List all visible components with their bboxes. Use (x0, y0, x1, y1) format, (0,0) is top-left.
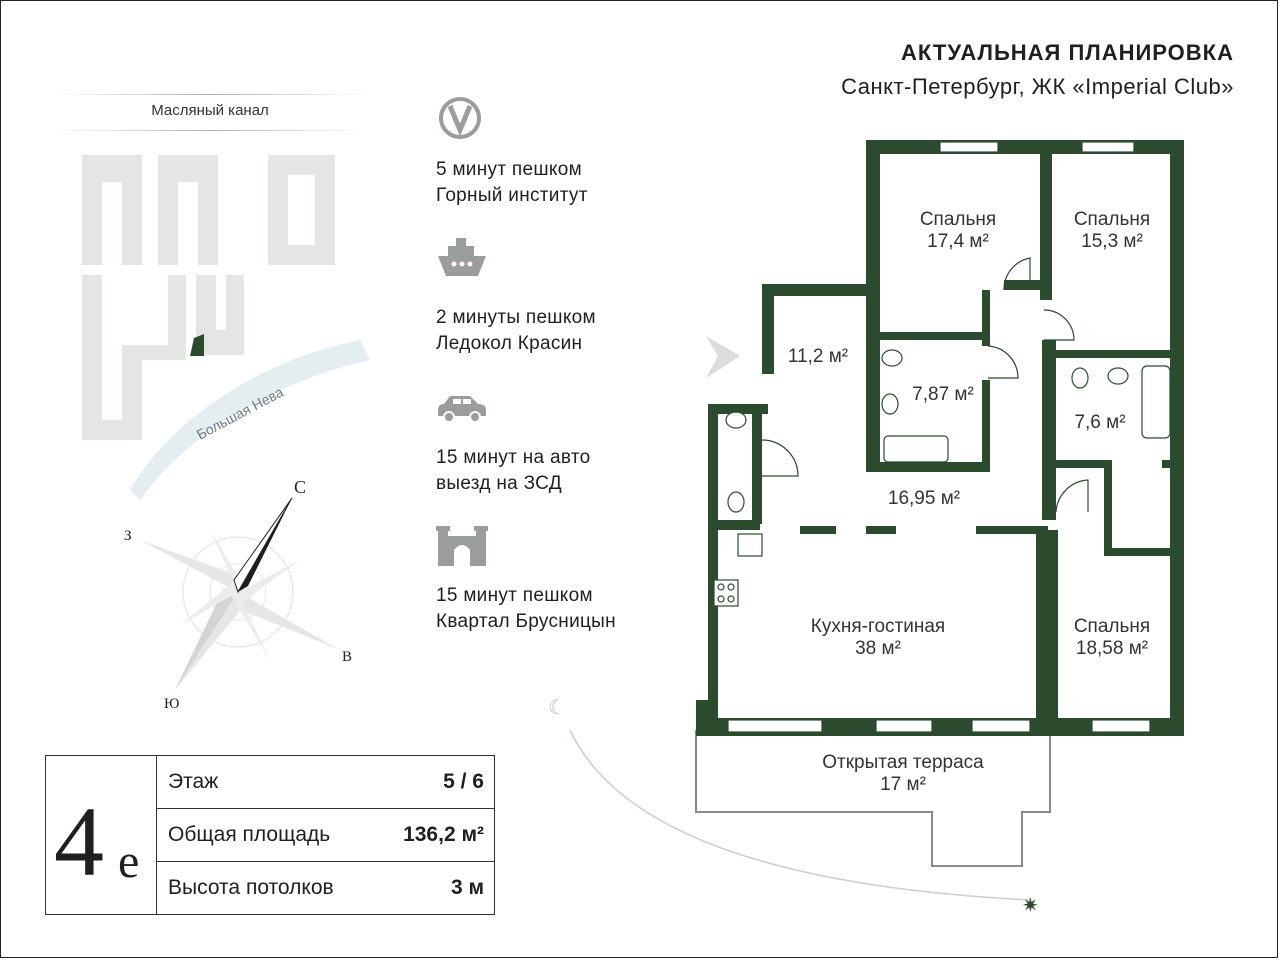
compass-south: Ю (164, 696, 180, 712)
info-value: 3 м (450, 876, 484, 899)
info-row-height (156, 862, 494, 915)
building-blocks (82, 155, 335, 440)
sun-icon: ✷ (1022, 895, 1039, 917)
poi-metro-place: Горный институт (436, 185, 588, 206)
poi-ship-place: Ледокол Красин (436, 333, 583, 354)
room-area: 17,4 м² (927, 231, 989, 252)
room-bedroom-2 (1050, 209, 1174, 253)
room-name: Спальня (1073, 209, 1151, 230)
room-name: Спальня (1073, 616, 1151, 637)
info-label: Общая площадь (168, 823, 331, 846)
room-area: 7,87 м² (912, 384, 974, 405)
poi-gate-time: 15 минут пешком (436, 585, 593, 606)
room-bathroom-1 (896, 384, 990, 406)
room-bedroom-3 (1052, 616, 1172, 660)
room-kitchen-living (780, 616, 976, 660)
canal-line-top (50, 94, 370, 95)
info-label: Высота потолков (168, 876, 334, 899)
room-bedroom-1 (888, 209, 1028, 253)
apartment-info-table (45, 755, 495, 915)
room-area: 16,95 м² (887, 488, 961, 509)
info-row-floor (156, 756, 494, 809)
car-icon (436, 384, 488, 428)
info-label: Этаж (168, 770, 219, 793)
room-area: 11,2 м² (787, 346, 849, 367)
room-area: 17 м² (880, 774, 926, 795)
poi-gate-place: Квартал Брусницын (436, 611, 616, 632)
compass-west: З (124, 528, 132, 544)
page-title: АКТУАЛЬНАЯ ПЛАНИРОВКА (901, 40, 1234, 65)
river-label: Большая Нева (193, 383, 286, 443)
room-name: Спальня (919, 209, 997, 230)
info-value: 136,2 м² (403, 823, 484, 846)
metro-icon (436, 96, 488, 140)
entrance-arrow (706, 336, 740, 378)
room-hall (776, 346, 860, 368)
poi-metro-time: 5 минут пешком (436, 159, 582, 180)
apartment-number: 4 (54, 786, 104, 897)
apartment-number-suffix: е (118, 835, 140, 888)
room-area: 15,3 м² (1081, 231, 1143, 252)
poi-car-place: выезд на ЗСД (436, 473, 562, 494)
canal-label: Масляный канал (151, 102, 269, 119)
gate-icon (436, 522, 488, 566)
room-area: 38 м² (855, 638, 901, 659)
compass-east: В (342, 649, 353, 665)
room-name: Кухня-гостиная (810, 616, 946, 637)
terrace-outline (696, 730, 1050, 866)
room-area: 18,58 м² (1075, 638, 1149, 659)
room-area: 7,6 м² (1074, 412, 1126, 433)
info-row-area (156, 809, 494, 862)
canal-line-bottom (50, 130, 370, 131)
room-bathroom-2 (1060, 412, 1140, 434)
info-value: 5 / 6 (443, 770, 484, 793)
location-map (60, 140, 420, 720)
poi-ship-time: 2 минуты пешком (436, 307, 596, 328)
ship-icon (436, 236, 488, 280)
apartment-marker (190, 334, 204, 356)
room-corridor (868, 488, 980, 510)
page-subtitle: Санкт-Петербург, ЖК «Imperial Club» (841, 74, 1234, 99)
room-terrace (790, 752, 1016, 796)
compass-rose (124, 477, 352, 712)
moon-icon: ☾ (548, 697, 566, 719)
poi-car-time: 15 минут на авто (436, 447, 591, 468)
river (130, 340, 370, 500)
room-name: Открытая терраса (822, 752, 984, 773)
apartment-number-cell (46, 756, 157, 914)
compass-north: С (294, 477, 307, 497)
